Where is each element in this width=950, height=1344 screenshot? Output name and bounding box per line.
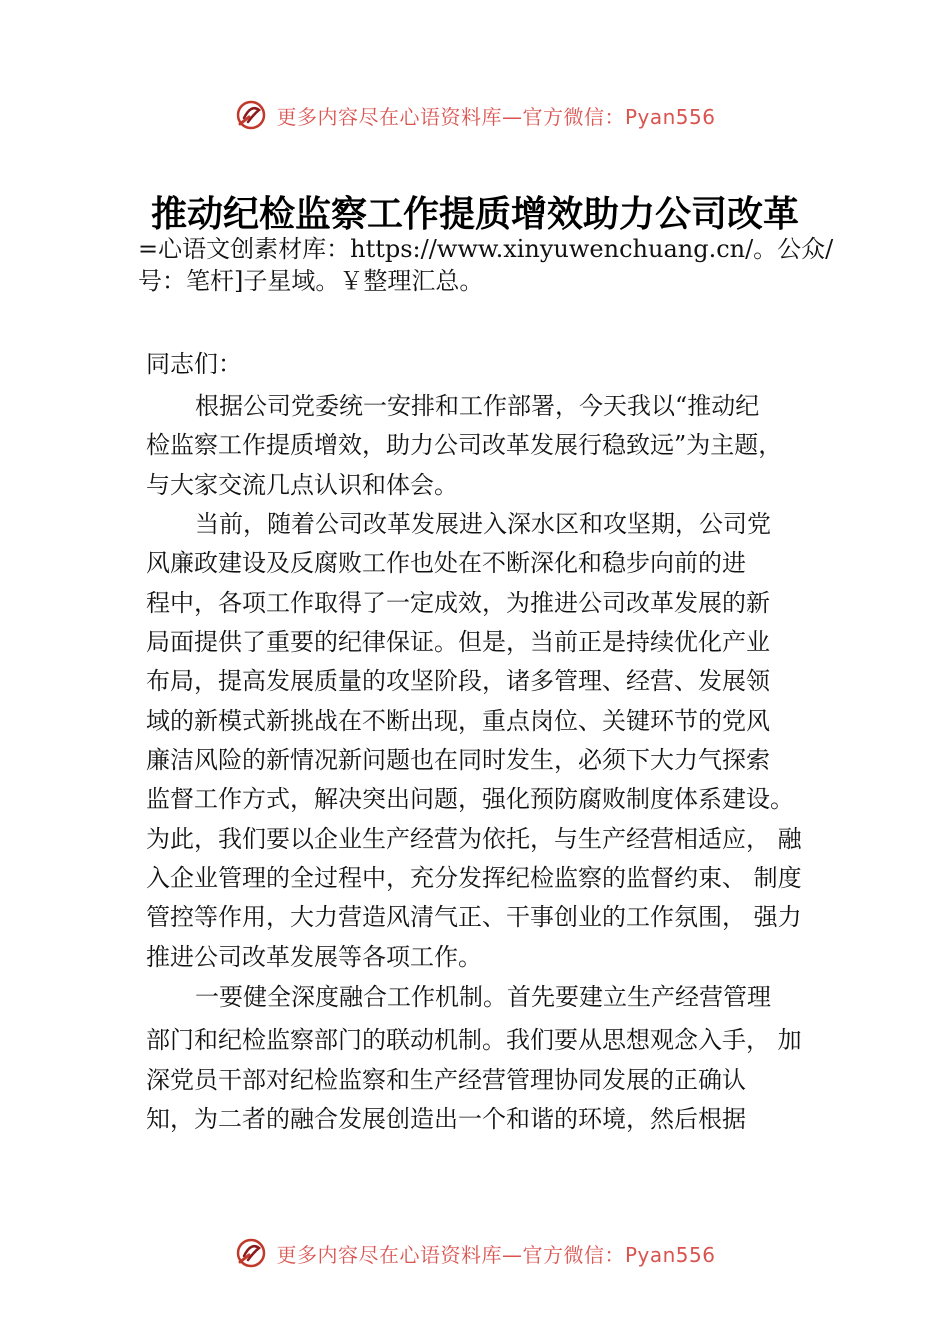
paragraph-line: 监督工作方式，解决突出问题，强化预防腐败制度体系建设。 xyxy=(146,785,794,813)
swirl-logo-icon xyxy=(234,98,268,132)
paragraph-line: 风廉政建设及反腐败工作也处在不断深化和稳步向前的进 xyxy=(146,549,746,577)
banner-text: 更多内容尽在心语资料库—官方微信：Pyan556 xyxy=(276,104,716,129)
paragraph-line: 一要健全深度融合工作机制。首先要建立生产经营管理 xyxy=(195,983,771,1011)
paragraph-line: 管控等作用，大力营造风清气正、干事创业的工作氛围， 强力 xyxy=(146,903,802,931)
paragraph-line: 当前，随着公司改革发展进入深水区和攻坚期，公司党 xyxy=(195,510,771,538)
paragraph-line: 域的新模式新挑战在不断出现，重点岗位、关键环节的党风 xyxy=(146,707,770,735)
footer-watermark-banner xyxy=(0,1233,950,1273)
paragraph-line: 根据公司党委统一安排和工作部署，今天我以“推动纪 xyxy=(195,392,760,420)
document-title: 推动纪检监察工作提质增效助力公司改革 xyxy=(150,193,799,235)
header-watermark-banner xyxy=(0,95,950,135)
paragraph-line: 知，为二者的融合发展创造出一个和谐的环境，然后根据 xyxy=(146,1105,746,1133)
greeting: 同志们： xyxy=(146,350,242,378)
paragraph-line: 入企业管理的全过程中，充分发挥纪检监察的监督约束、 制度 xyxy=(146,864,802,892)
source-line-1: =心语文创素材库：https://www.xinyuwenchuang.cn/。公众/ xyxy=(138,235,834,263)
paragraph-line: 推进公司改革发展等各项工作。 xyxy=(146,943,482,971)
paragraph-line: 程中，各项工作取得了一定成效，为推进公司改革发展的新 xyxy=(146,589,770,617)
paragraph-line: 检监察工作提质增效，助力公司改革发展行稳致远”为主题， xyxy=(146,431,783,459)
paragraph-line: 与大家交流几点认识和体会。 xyxy=(146,471,458,499)
paragraph-line: 布局，提高发展质量的攻坚阶段，诸多管理、经营、发展领 xyxy=(146,667,770,695)
paragraph-line: 深党员干部对纪检监察和生产经营管理协同发展的正确认 xyxy=(146,1066,746,1094)
banner-text: 更多内容尽在心语资料库—官方微信：Pyan556 xyxy=(276,1242,716,1267)
paragraph-line: 为此，我们要以企业生产经营为依托，与生产经营相适应， 融 xyxy=(146,825,802,853)
paragraph-line: 廉洁风险的新情况新问题也在同时发生，必须下大力气探索 xyxy=(146,746,770,774)
paragraph-line: 部门和纪检监察部门的联动机制。我们要从思想观念入手， 加 xyxy=(146,1026,802,1054)
source-line-2: 号：笔杆]子星域。￥整理汇总。 xyxy=(138,267,484,295)
paragraph-line: 局面提供了重要的纪律保证。但是，当前正是持续优化产业 xyxy=(146,628,770,656)
swirl-logo-icon xyxy=(234,1236,268,1270)
